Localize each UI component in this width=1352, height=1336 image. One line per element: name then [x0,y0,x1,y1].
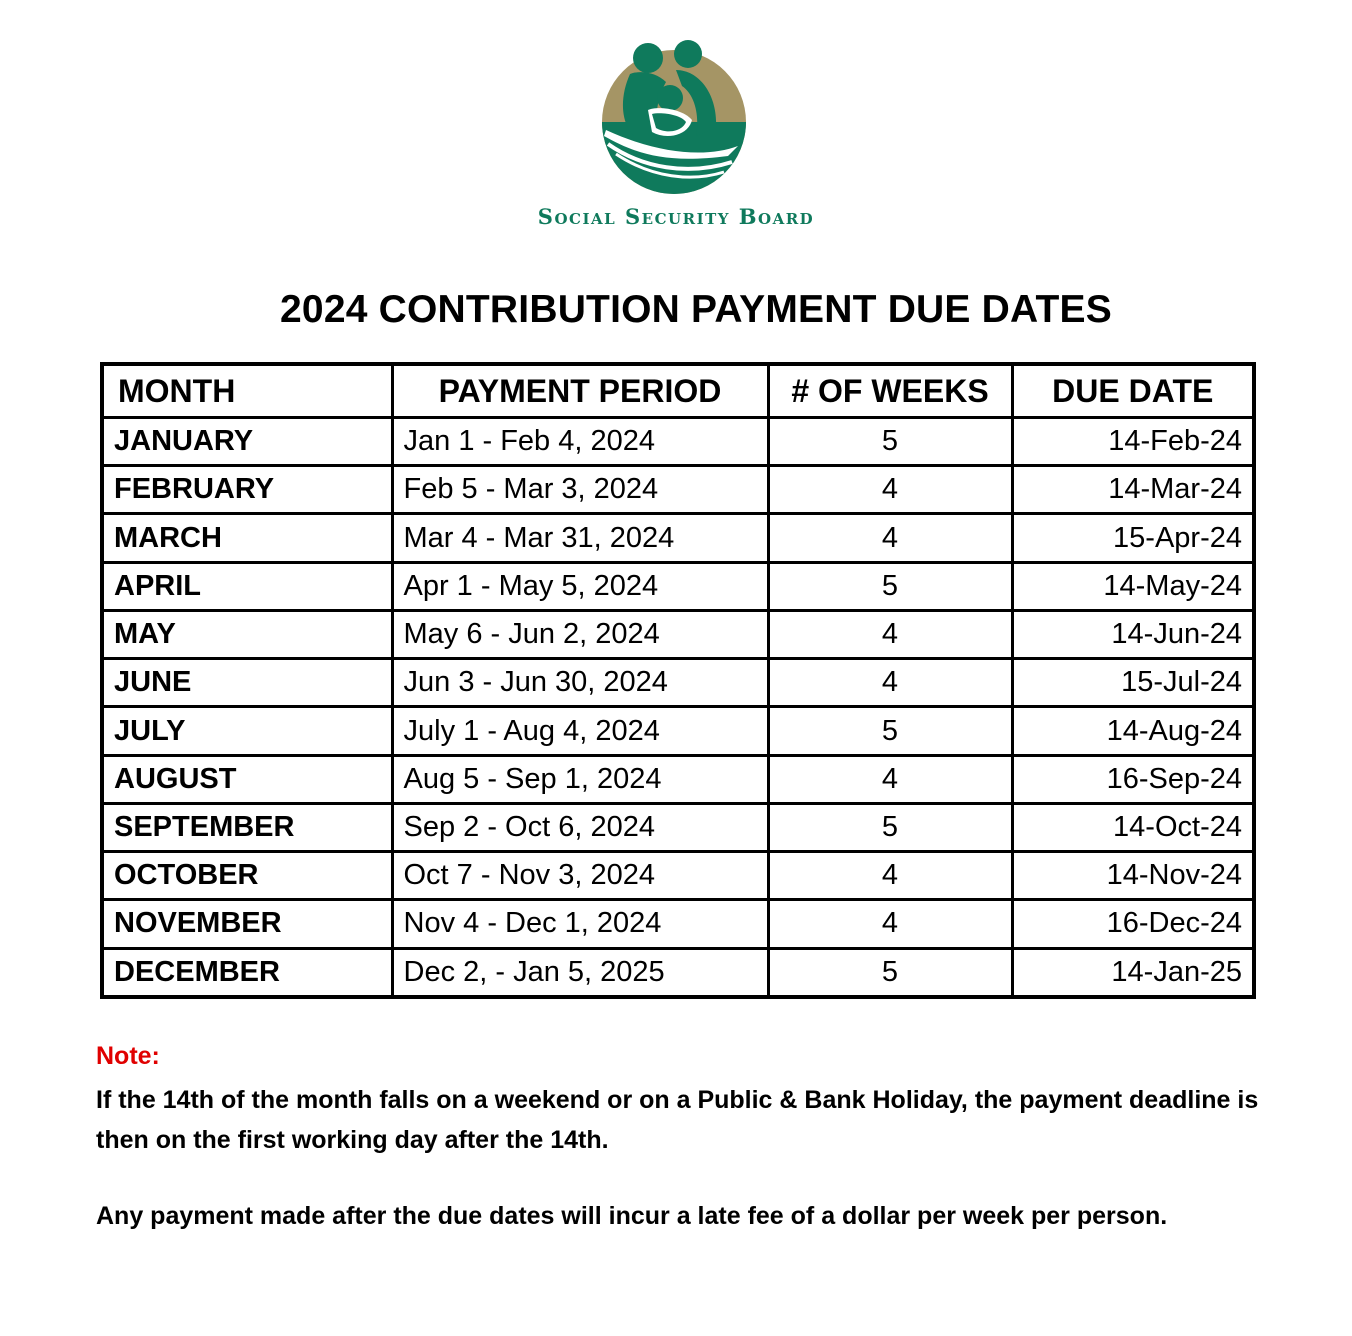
weeks-cell: 4 [768,466,1012,514]
month-cell: DECEMBER [102,948,392,997]
due-date-cell: 16-Dec-24 [1012,900,1254,948]
header-payment-period: PAYMENT PERIOD [392,364,768,418]
table-row [102,755,1254,803]
weeks-cell: 4 [768,610,1012,658]
month-cell: MAY [102,610,392,658]
due-date-cell: 14-Nov-24 [1012,852,1254,900]
header-weeks: # OF WEEKS [768,364,1012,418]
due-date-cell: 15-Apr-24 [1012,514,1254,562]
month-cell: JULY [102,707,392,755]
month-cell: JUNE [102,659,392,707]
note-text: If the 14th of the month falls on a weekend or on a Public & Bank Holiday, the payment deadline is then on the first working day after the 14th. [96,1086,1259,1154]
due-date-cell: 14-Aug-24 [1012,707,1254,755]
weeks-cell: 5 [768,562,1012,610]
month-cell: AUGUST [102,755,392,803]
weeks-cell: 4 [768,755,1012,803]
weeks-cell: 5 [768,418,1012,466]
due-date-cell: 14-Oct-24 [1012,803,1254,851]
table-row [102,562,1254,610]
payment-period-cell: Aug 5 - Sep 1, 2024 [392,755,768,803]
table-row [102,900,1254,948]
table-row [102,707,1254,755]
month-cell: NOVEMBER [102,900,392,948]
month-cell: APRIL [102,562,392,610]
table-row [102,610,1254,658]
table-row [102,659,1254,707]
due-date-cell: 14-May-24 [1012,562,1254,610]
month-cell: OCTOBER [102,852,392,900]
page-title: 2024 CONTRIBUTION PAYMENT DUE DATES [280,288,1112,331]
payment-period-cell: Oct 7 - Nov 3, 2024 [392,852,768,900]
payment-period-cell: Mar 4 - Mar 31, 2024 [392,514,768,562]
table-row [102,466,1254,514]
late-fee-text: Any payment made after the due dates will incur a late fee of a dollar per week per person. [96,1202,1168,1230]
header-month: MONTH [102,364,392,418]
table-row [102,948,1254,997]
due-date-cell: 16-Sep-24 [1012,755,1254,803]
payment-period-cell: Jun 3 - Jun 30, 2024 [392,659,768,707]
weeks-cell: 5 [768,948,1012,997]
due-date-cell: 14-Jun-24 [1012,610,1254,658]
weeks-cell: 5 [768,707,1012,755]
month-cell: FEBRUARY [102,466,392,514]
table-row [102,514,1254,562]
payment-period-cell: Sep 2 - Oct 6, 2024 [392,803,768,851]
due-date-cell: 14-Feb-24 [1012,418,1254,466]
due-date-cell: 14-Jan-25 [1012,948,1254,997]
due-date-cell: 15-Jul-24 [1012,659,1254,707]
logo-adult-head-left [633,43,663,73]
weeks-cell: 5 [768,803,1012,851]
payment-period-cell: Jan 1 - Feb 4, 2024 [392,418,768,466]
logo-adult-head-right [674,40,702,68]
month-cell: SEPTEMBER [102,803,392,851]
table-row [102,803,1254,851]
header-due-date: DUE DATE [1012,364,1254,418]
due-dates-table [100,362,1256,999]
payment-period-cell: Dec 2, - Jan 5, 2025 [392,948,768,997]
weeks-cell: 4 [768,659,1012,707]
due-date-cell: 14-Mar-24 [1012,466,1254,514]
payment-period-cell: May 6 - Jun 2, 2024 [392,610,768,658]
table-header-row [102,364,1254,418]
table-row [102,418,1254,466]
weeks-cell: 4 [768,900,1012,948]
social-security-board-logo [596,36,752,200]
payment-period-cell: July 1 - Aug 4, 2024 [392,707,768,755]
org-name: Social Security Board [537,204,815,229]
payment-period-cell: Nov 4 - Dec 1, 2024 [392,900,768,948]
month-cell: JANUARY [102,418,392,466]
weeks-cell: 4 [768,514,1012,562]
note-label: Note: [96,1042,160,1070]
month-cell: MARCH [102,514,392,562]
payment-period-cell: Apr 1 - May 5, 2024 [392,562,768,610]
logo-child-head [657,85,683,111]
payment-period-cell: Feb 5 - Mar 3, 2024 [392,466,768,514]
table-row [102,852,1254,900]
weeks-cell: 4 [768,852,1012,900]
